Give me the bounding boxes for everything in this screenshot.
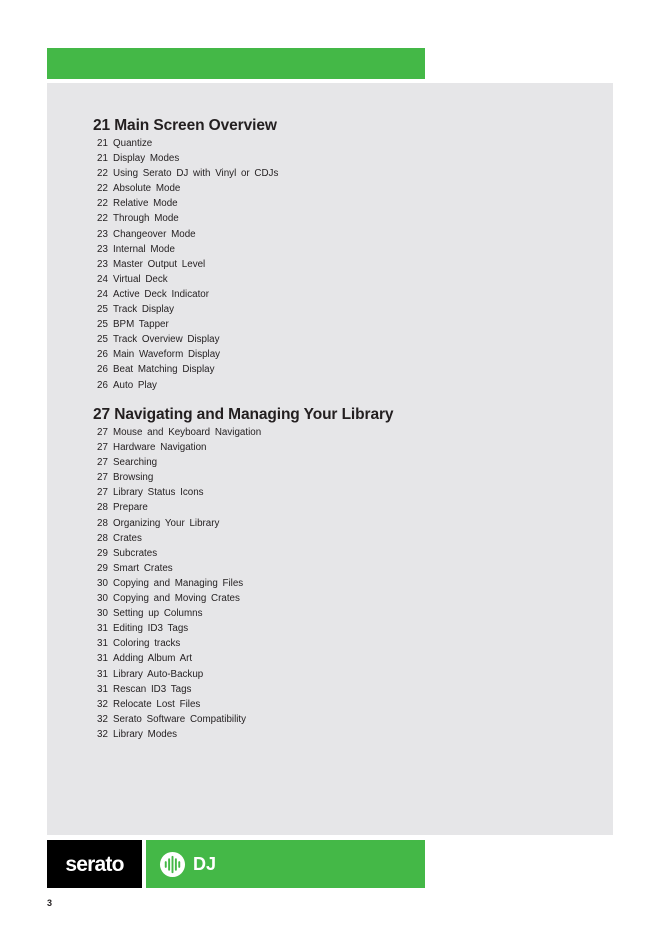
toc-label: Internal Mode [113, 243, 175, 255]
toc-item[interactable] [97, 287, 278, 302]
toc-label: Track Overview Display [113, 334, 220, 346]
product-name: DJ [193, 854, 217, 874]
toc-item[interactable] [97, 651, 393, 666]
toc-page-number: 31 [97, 683, 108, 695]
toc-page-number: 31 [97, 653, 108, 665]
toc-page-number: 22 [97, 213, 108, 225]
toc-label: Quantize [113, 138, 153, 149]
toc-page-number: 27 [97, 472, 108, 484]
toc-item[interactable] [97, 440, 393, 455]
toc-item[interactable] [97, 516, 393, 531]
toc-section-navigating-library [93, 405, 393, 742]
toc-label: Prepare [113, 502, 148, 514]
toc-label: Library Status Icons [113, 487, 204, 499]
serato-dj-product-badge [146, 840, 425, 888]
toc-item[interactable] [97, 531, 393, 546]
toc-page-number: 21 [97, 153, 108, 165]
toc-page-number: 32 [97, 713, 108, 725]
toc-label: Track Display [113, 304, 174, 316]
toc-page-number: 31 [97, 668, 108, 680]
toc-label: Copying and Managing Files [113, 577, 244, 589]
toc-page-number: 25 [97, 334, 108, 346]
toc-label: Active Deck Indicator [113, 288, 210, 300]
header-green-bar [47, 48, 425, 79]
toc-page-number: 27 [97, 457, 108, 469]
toc-label: Editing ID3 Tags [113, 623, 189, 635]
toc-page-number: 22 [97, 168, 108, 180]
toc-item[interactable] [97, 500, 393, 515]
toc-label: Setting up Columns [113, 608, 203, 620]
toc-item[interactable] [97, 272, 278, 287]
toc-page-number: 27 [97, 442, 108, 454]
serato-dj-record-icon [159, 851, 186, 878]
toc-label: Using Serato DJ with Vinyl or CDJs [113, 168, 279, 180]
toc-label: Through Mode [113, 213, 179, 225]
toc-page-number: 26 [97, 379, 108, 391]
toc-page-number: 30 [97, 577, 108, 589]
toc-page-number: 24 [97, 273, 108, 285]
toc-item[interactable] [97, 347, 278, 362]
toc-label: Copying and Moving Crates [113, 593, 240, 605]
toc-item[interactable] [97, 561, 393, 576]
toc-list [93, 136, 278, 393]
toc-label: Crates [113, 532, 142, 544]
toc-item[interactable] [97, 606, 393, 621]
page-number: 3 [47, 898, 53, 908]
toc-page-number: 23 [97, 228, 108, 240]
toc-page-number: 22 [97, 198, 108, 210]
toc-item[interactable] [97, 667, 393, 682]
toc-label: Smart Crates [113, 562, 173, 574]
toc-item[interactable] [97, 257, 278, 272]
toc-label: Subcrates [113, 547, 158, 559]
toc-label: Relocate Lost Files [113, 698, 201, 710]
toc-page-number: 32 [97, 728, 108, 740]
toc-item[interactable] [97, 621, 393, 636]
toc-page-number: 28 [97, 532, 108, 544]
toc-label: Beat Matching Display [113, 364, 215, 376]
toc-page-number: 29 [97, 547, 108, 559]
toc-item[interactable] [97, 242, 278, 257]
toc-label: Hardware Navigation [113, 442, 207, 454]
toc-item[interactable] [97, 181, 278, 196]
toc-page-number: 27 [97, 427, 108, 438]
toc-page-number: 25 [97, 304, 108, 316]
toc-label: Auto Play [113, 379, 157, 391]
toc-page-number: 24 [97, 288, 108, 300]
section-title[interactable]: 21 Main Screen Overview [93, 117, 277, 134]
toc-label: Mouse and Keyboard Navigation [113, 427, 262, 438]
toc-item[interactable] [97, 166, 278, 181]
toc-label: Searching [113, 457, 158, 469]
toc-item[interactable] [97, 455, 393, 470]
toc-item[interactable] [97, 151, 278, 166]
toc-item[interactable] [97, 196, 278, 211]
toc-item[interactable] [97, 682, 393, 697]
toc-label: BPM Tapper [113, 319, 169, 331]
toc-label: Library Auto-Backup [113, 668, 204, 680]
toc-label: Rescan ID3 Tags [113, 683, 192, 695]
toc-item[interactable] [97, 546, 393, 561]
toc-label: Browsing [113, 472, 154, 484]
toc-item[interactable] [97, 332, 278, 347]
toc-page-number: 26 [97, 364, 108, 376]
toc-label: Display Modes [113, 153, 180, 165]
toc-item[interactable] [97, 378, 278, 393]
toc-item[interactable] [97, 211, 278, 226]
toc-page-number: 27 [97, 487, 108, 499]
toc-label: Relative Mode [113, 198, 178, 210]
toc-item[interactable] [97, 591, 393, 606]
toc-page-number: 32 [97, 698, 108, 710]
toc-label: Coloring tracks [113, 638, 181, 650]
toc-page-number: 26 [97, 349, 108, 361]
toc-list [93, 425, 393, 742]
toc-item[interactable] [97, 302, 278, 317]
toc-label: Absolute Mode [113, 183, 181, 195]
toc-page-number: 28 [97, 517, 108, 529]
toc-item[interactable] [97, 362, 278, 377]
toc-item[interactable] [97, 470, 393, 485]
toc-page-number: 23 [97, 258, 108, 270]
toc-label: Library Modes [113, 728, 178, 740]
toc-label: Main Waveform Display [113, 349, 221, 361]
toc-label: Organizing Your Library [113, 517, 220, 529]
toc-page-number: 31 [97, 623, 108, 635]
toc-label: Virtual Deck [113, 273, 168, 285]
toc-item[interactable] [97, 636, 393, 651]
toc-item[interactable] [97, 727, 393, 742]
toc-page-number: 23 [97, 243, 108, 255]
toc-label: Master Output Level [113, 258, 206, 270]
serato-wordmark: serato [65, 852, 124, 876]
toc-page-number: 30 [97, 608, 108, 620]
toc-item[interactable] [97, 136, 278, 151]
toc-item[interactable] [97, 576, 393, 591]
toc-item[interactable] [97, 712, 393, 727]
section-title[interactable]: 27 Navigating and Managing Your Library [93, 406, 394, 423]
toc-label: Adding Album Art [113, 653, 193, 665]
toc-page-number: 30 [97, 593, 108, 605]
toc-page-number: 25 [97, 319, 108, 331]
toc-page-number: 21 [97, 138, 108, 149]
toc-section-main-screen-overview [93, 116, 278, 393]
toc-page-number: 29 [97, 562, 108, 574]
toc-item[interactable] [97, 425, 393, 440]
toc-page-number: 22 [97, 183, 108, 195]
toc-label: Changeover Mode [113, 228, 196, 240]
toc-item[interactable] [97, 317, 278, 332]
toc-label: Serato Software Compatibility [113, 713, 247, 725]
serato-logo [47, 840, 142, 888]
toc-item[interactable] [97, 485, 393, 500]
toc-page-number: 28 [97, 502, 108, 514]
toc-item[interactable] [97, 227, 278, 242]
toc-item[interactable] [97, 697, 393, 712]
toc-page-number: 31 [97, 638, 108, 650]
